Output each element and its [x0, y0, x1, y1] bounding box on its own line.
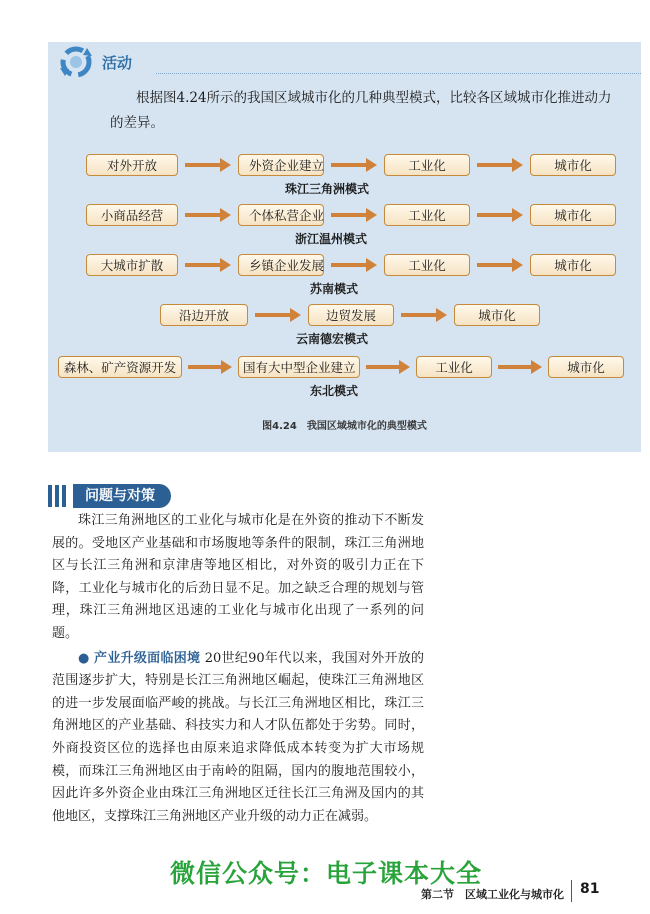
- activity-title: 活动: [102, 53, 133, 72]
- arrow-right-icon: [185, 254, 231, 276]
- activity-divider: [156, 73, 641, 74]
- watermark: 微信公众号：电子课本大全: [170, 859, 483, 888]
- flow-step: 城市化: [530, 204, 616, 226]
- paragraph: 珠江三角洲地区的工业化与城市化是在外资的推动下不断发展的。受地区产业基础和市场腹地等条件的限制，珠江三角洲地区与长江三角洲和京津唐等地区相比，对外资的吸引力正在下降，工业化与城市化的后劲日显不足。加之缺乏合理的规划与管理，珠江三角洲地区迅速的工业化与城市化出现了一系列的问题。: [52, 513, 424, 641]
- flow-row-pearl-river: [86, 154, 616, 176]
- flow-step: 工业化: [384, 254, 470, 276]
- footer-section-title: 第二节 区域工业化与城市化: [421, 888, 564, 901]
- section-heading: [48, 484, 171, 508]
- bullet-heading: 产业升级面临困境: [94, 650, 201, 666]
- flow-row-northeast: [58, 356, 624, 378]
- flow-step: 边贸发展: [308, 304, 394, 326]
- cycle-icon: [56, 42, 96, 82]
- arrow-right-icon: [498, 356, 542, 378]
- arrow-right-icon: [477, 154, 523, 176]
- section-title: 问题与对策: [73, 484, 171, 508]
- flow-step: 工业化: [384, 204, 470, 226]
- flow-step: 大城市扩散: [86, 254, 178, 276]
- arrow-right-icon: [185, 204, 231, 226]
- body-text: [52, 510, 424, 828]
- arrow-right-icon: [255, 304, 301, 326]
- model-label: 云南德宏模式: [296, 332, 369, 346]
- flow-step: 工业化: [416, 356, 492, 378]
- model-label: 苏南模式: [310, 282, 359, 296]
- bullet-icon: ●: [78, 650, 90, 666]
- flow-row-sunan: [86, 254, 616, 276]
- flow-step: 国有大中型企业建立: [238, 356, 360, 378]
- activity-panel: [48, 42, 641, 452]
- arrow-right-icon: [188, 356, 232, 378]
- activity-header: [60, 44, 132, 80]
- flow-step: 森林、矿产资源开发: [58, 356, 182, 378]
- arrow-right-icon: [401, 304, 447, 326]
- arrow-right-icon: [185, 154, 231, 176]
- arrow-right-icon: [331, 254, 377, 276]
- flow-step: 城市化: [530, 154, 616, 176]
- bullet-paragraph: [52, 648, 424, 829]
- heading-stripe: [48, 485, 52, 507]
- arrow-right-icon: [366, 356, 410, 378]
- flow-step: 个体私营企业: [238, 204, 324, 226]
- flow-step: 外资企业建立: [238, 154, 324, 176]
- figure-caption: 图4.24 我国区域城市化的典型模式: [262, 421, 427, 432]
- flow-step: 工业化: [384, 154, 470, 176]
- flow-step: 城市化: [530, 254, 616, 276]
- model-label: 东北模式: [310, 384, 359, 398]
- flow-step: 城市化: [454, 304, 540, 326]
- flow-step: 小商品经营: [86, 204, 178, 226]
- flow-row-wenzhou: [86, 204, 616, 226]
- activity-instruction: 根据图4.24所示的我国区域城市化的几种典型模式，比较各区域城市化推进动力的差异。: [110, 90, 612, 131]
- footer-divider: [571, 880, 572, 902]
- heading-stripe: [55, 485, 59, 507]
- flow-row-dehong: [160, 304, 540, 326]
- model-label: 珠江三角洲模式: [285, 182, 370, 196]
- page-number: 81: [580, 881, 600, 897]
- flow-step: 对外开放: [86, 154, 178, 176]
- paragraph: 20世纪90年代以来，我国对外开放的范围逐步扩大，特别是长江三角洲地区崛起，使珠江三角洲地区的进一步发展面临严峻的挑战。与长江三角洲地区相比，珠江三角洲地区的产业基础、科技实力和人才队伍都处于劣势。同时，外商投资区位的选择也由原来追求降低成本转变为扩大市场规模，而珠江三角洲地区由于南岭的阻隔，国内的腹地范围较小，因此许多外资企业由珠江三角洲地区迁往长江三角洲及国内的其他地区，支撑珠江三角洲地区产业升级的动力正在减弱。: [52, 650, 424, 824]
- heading-stripe: [62, 485, 66, 507]
- arrow-right-icon: [331, 204, 377, 226]
- arrow-right-icon: [331, 154, 377, 176]
- flow-step: 乡镇企业发展: [238, 254, 324, 276]
- arrow-right-icon: [477, 254, 523, 276]
- model-label: 浙江温州模式: [295, 232, 368, 246]
- flow-step: 沿边开放: [160, 304, 248, 326]
- flow-step: 城市化: [548, 356, 624, 378]
- arrow-right-icon: [477, 204, 523, 226]
